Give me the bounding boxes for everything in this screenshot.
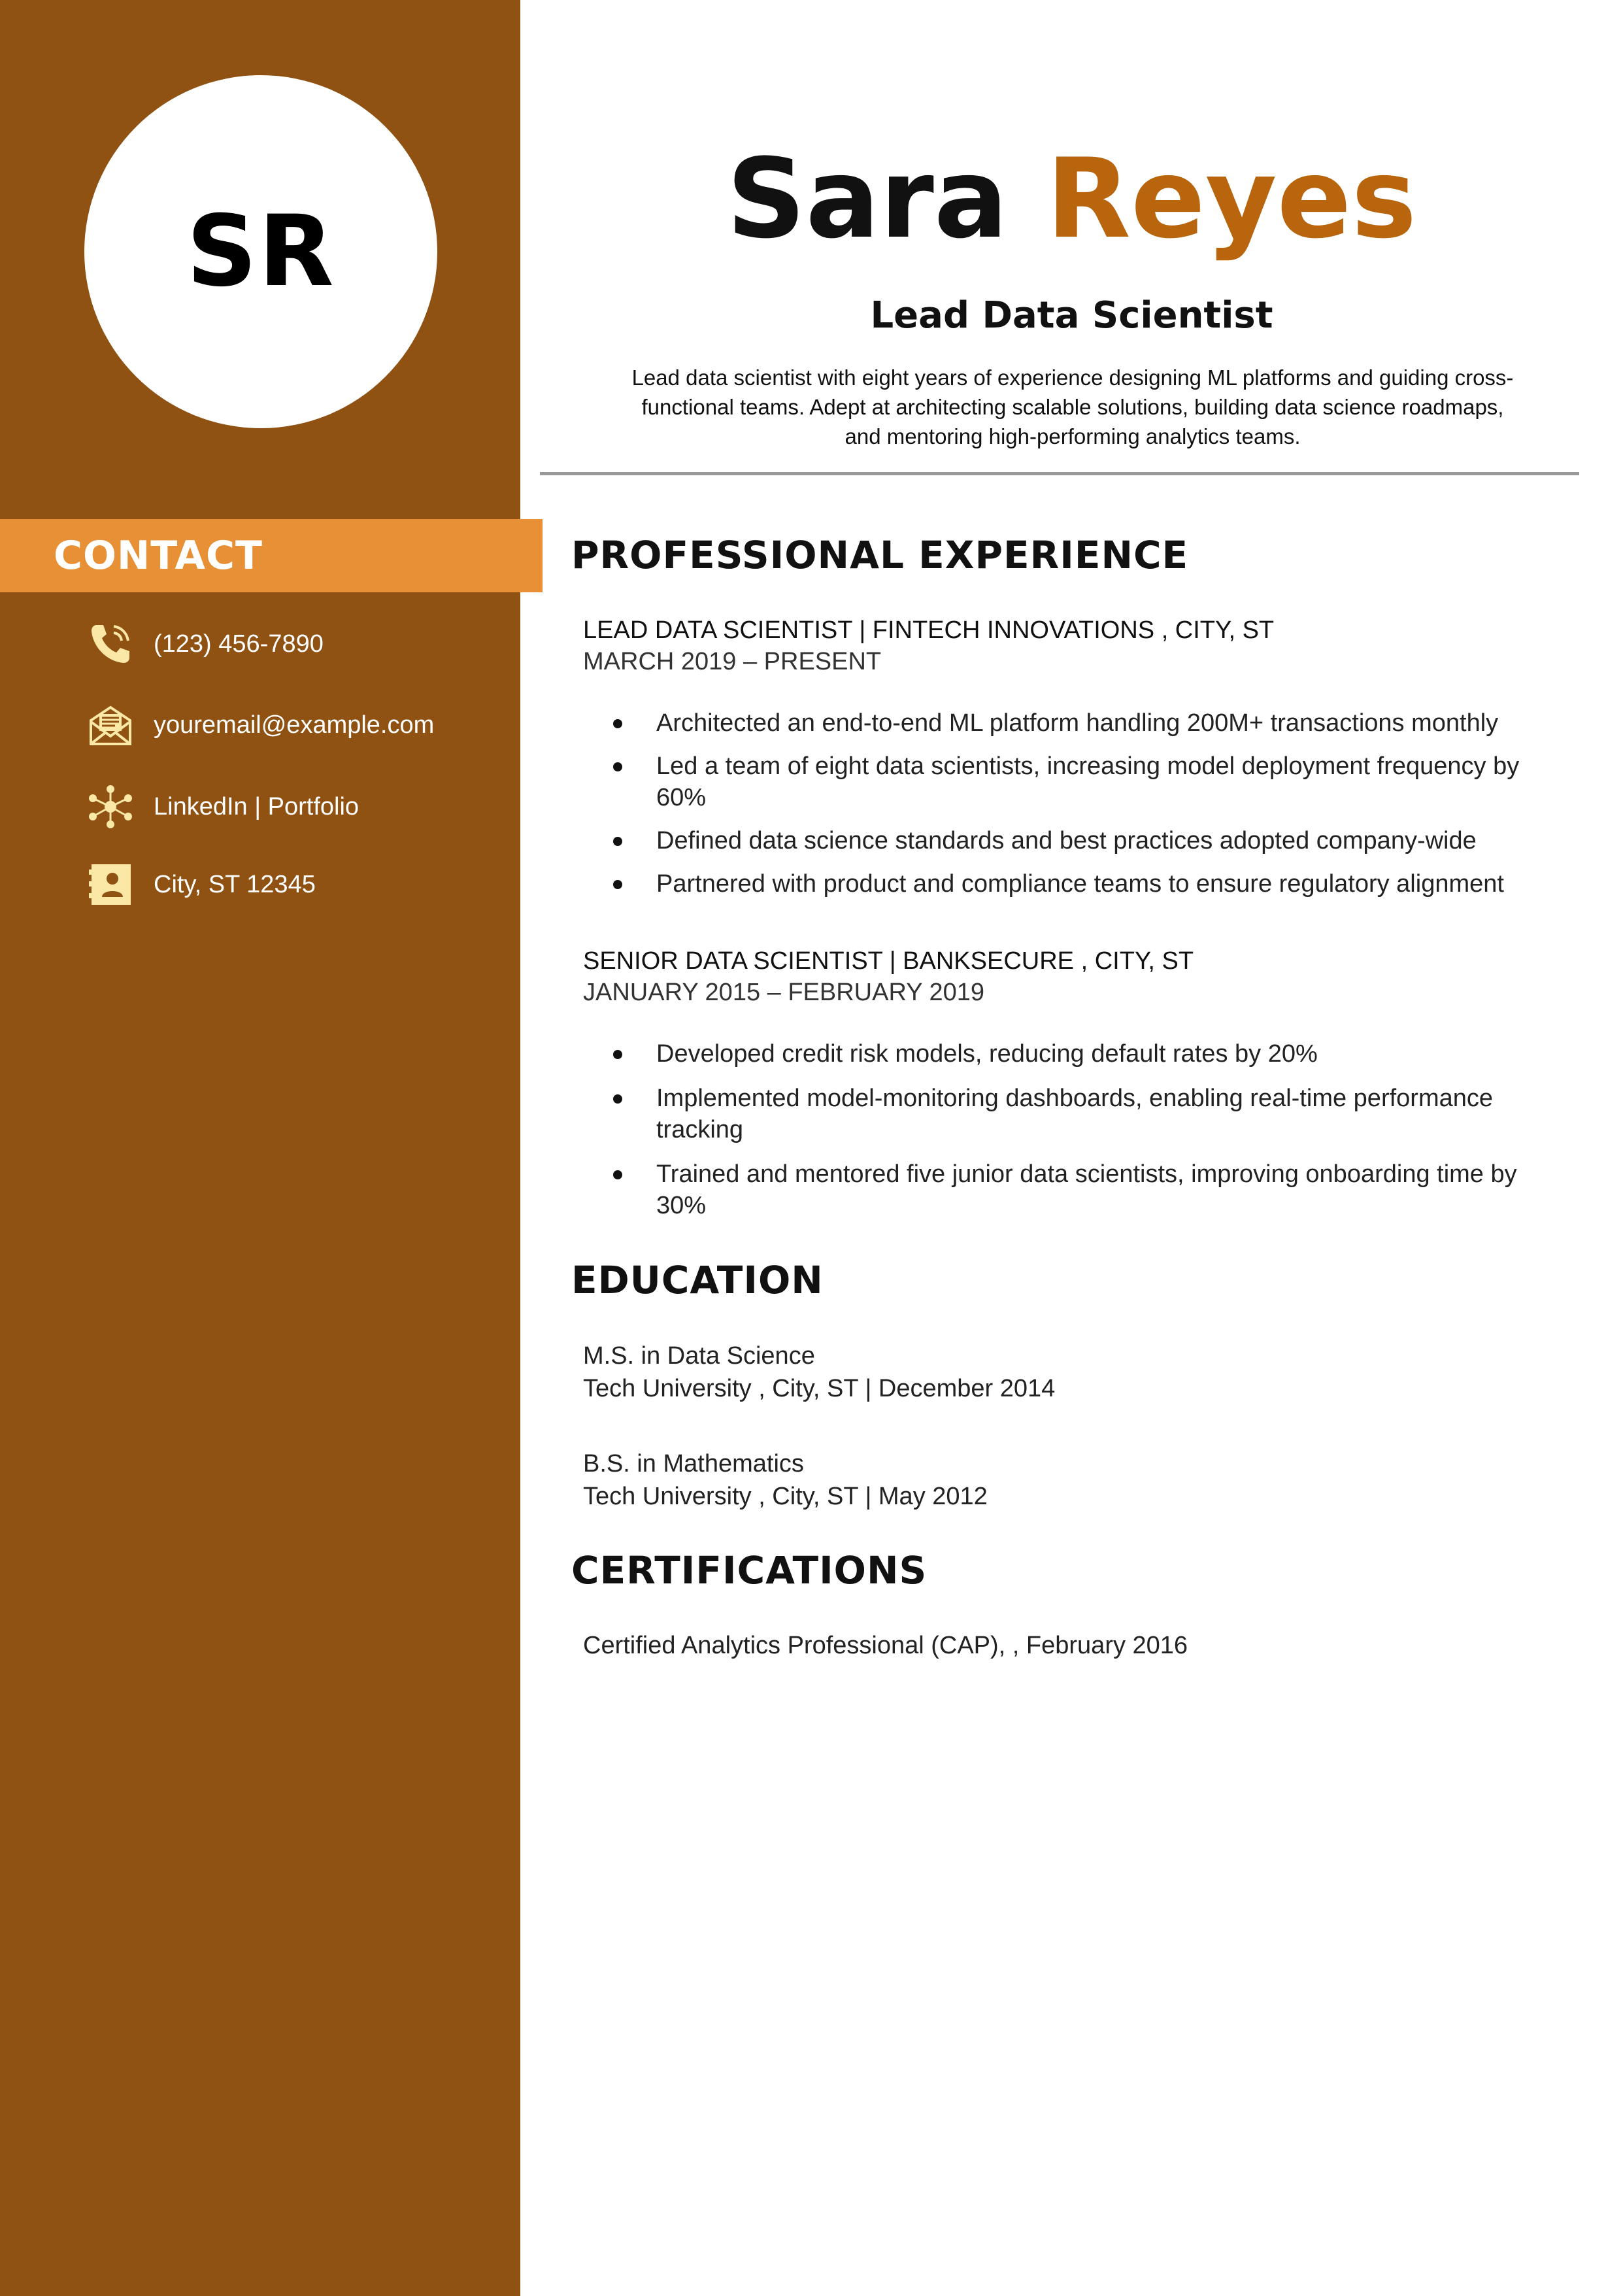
education-degree: B.S. in Mathematics <box>583 1450 804 1477</box>
education-detail: Tech University , City, ST | December 2014 <box>583 1375 1056 1402</box>
experience-heading: PROFESSIONAL EXPERIENCE <box>571 533 1189 577</box>
links-text[interactable]: LinkedIn | Portfolio <box>154 792 360 820</box>
job-dates: MARCH 2019 – PRESENT <box>583 648 882 675</box>
job-header: SENIOR DATA SCIENTIST | BANKSECURE , CITY, ST <box>583 947 1194 975</box>
job-header: LEAD DATA SCIENTIST | FINTECH INNOVATIONS , CITY, ST <box>583 616 1275 644</box>
certifications-heading: CERTIFICATIONS <box>571 1548 928 1593</box>
education-detail: Tech University , City, ST | May 2012 <box>583 1483 988 1510</box>
summary-line: Lead data scientist with eight years of experience designing ML platforms and guiding cross- <box>631 365 1514 390</box>
list-item: Led a team of eight data scientists, increasing model deployment frequency by 60% <box>625 751 1566 813</box>
education-degree: M.S. in Data Science <box>583 1342 815 1370</box>
summary-line: functional teams. Adept at architecting scalable solutions, building data science roadmaps, <box>641 395 1504 419</box>
initials: SR <box>186 195 335 309</box>
divider <box>540 472 1579 475</box>
list-item: Implemented model-monitoring dashboards, enabling real-time performance tracking <box>625 1083 1566 1145</box>
contact-location <box>87 861 316 908</box>
sidebar <box>0 0 520 2296</box>
main-content <box>520 0 1623 2296</box>
contact-phone <box>87 620 324 667</box>
certification-item: Certified Analytics Professional (CAP), , February 2016 <box>583 1632 1188 1659</box>
list-item: Architected an end-to-end ML platform handling 200M+ transactions monthly <box>625 707 1566 739</box>
phone-icon <box>87 620 134 667</box>
location-text: City, ST 12345 <box>154 870 316 898</box>
contact-heading-bar <box>0 519 543 592</box>
summary <box>573 363 1573 451</box>
phone-text[interactable]: (123) 456-7890 <box>154 630 324 658</box>
education-heading: EDUCATION <box>571 1258 824 1302</box>
avatar <box>84 75 437 428</box>
email-text[interactable]: youremail@example.com <box>154 711 435 739</box>
full-name <box>520 135 1623 263</box>
job-bullets <box>625 1038 1566 1221</box>
contact-heading: CONTACT <box>54 533 263 579</box>
address-card-icon <box>87 861 134 908</box>
list-item: Trained and mentored five junior data scientists, improving onboarding time by 30% <box>625 1158 1566 1221</box>
last-name: Reyes <box>1046 135 1417 263</box>
list-item: Developed credit risk models, reducing default rates by 20% <box>625 1038 1566 1070</box>
job-dates: JANUARY 2015 – FEBRUARY 2019 <box>583 979 984 1006</box>
job-bullets <box>625 707 1566 900</box>
network-icon <box>87 783 134 830</box>
envelope-icon <box>87 701 134 749</box>
list-item: Defined data science standards and best practices adopted company-wide <box>625 825 1566 856</box>
first-name: Sara <box>726 135 1009 263</box>
job-title: Lead Data Scientist <box>870 294 1273 337</box>
contact-email <box>87 701 434 749</box>
list-item: Partnered with product and compliance teams to ensure regulatory alignment <box>625 868 1566 900</box>
contact-links <box>87 783 359 830</box>
summary-line: and mentoring high-performing analytics teams. <box>845 424 1301 448</box>
